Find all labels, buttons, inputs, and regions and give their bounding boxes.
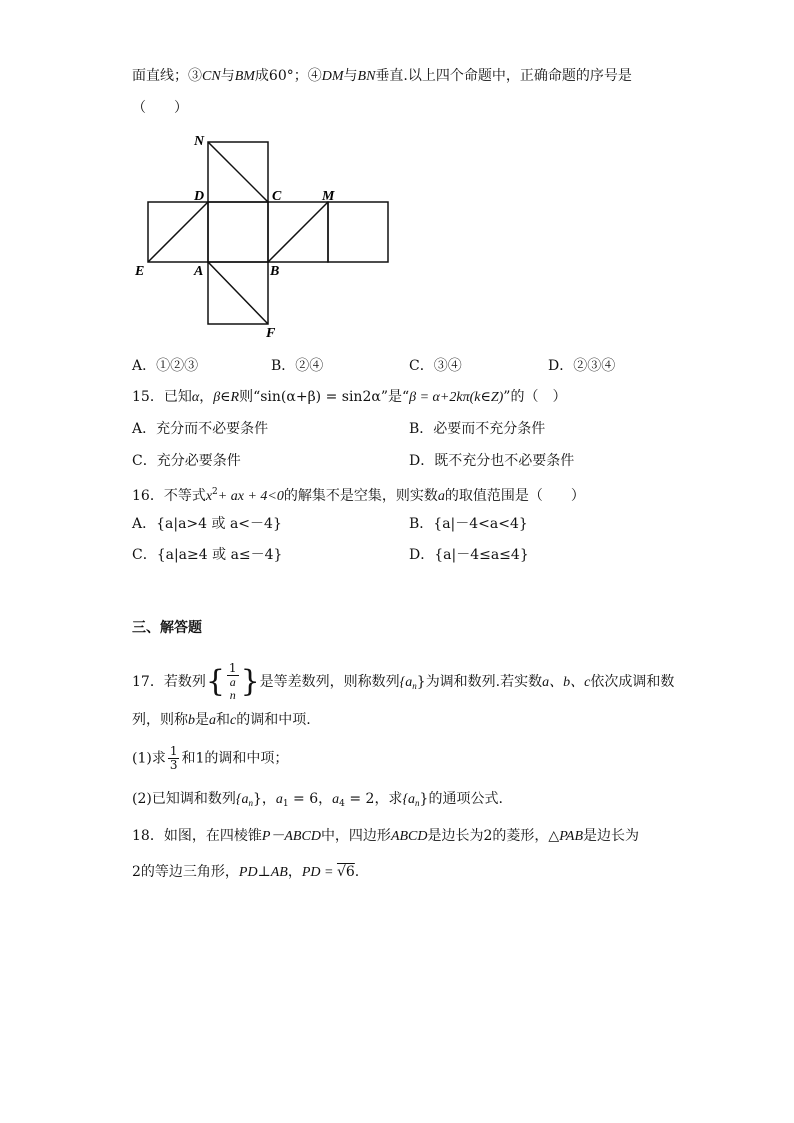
text: 的调和中项. <box>236 712 311 728</box>
q14-option-c: C．③④ <box>409 358 462 374</box>
text: 依次成调和数 <box>590 674 675 690</box>
text: 和 <box>216 712 230 728</box>
text: 是边长为 <box>583 828 640 844</box>
text: 的通项公式. <box>428 791 503 807</box>
sequence: {a <box>402 792 416 807</box>
pd-equals: PD = <box>301 865 337 880</box>
q15-option-d: D．既不充分也不必要条件 <box>409 453 575 469</box>
text: 为调和数列.若实数 <box>425 674 543 690</box>
label-f: F <box>266 326 276 341</box>
text: ， <box>199 389 214 405</box>
text: 是等差数列，则称数列 <box>259 674 400 690</box>
numerator: 1 <box>228 661 237 675</box>
den-var: a <box>229 675 236 689</box>
text: (1)求 <box>132 750 166 767</box>
text: 垂直.以上四个命题中，正确命题的序号是 <box>375 68 632 84</box>
q18-line1 <box>132 826 639 847</box>
den-sub: n <box>229 688 236 702</box>
q17-sub1 <box>132 745 288 772</box>
fraction-one-third <box>168 745 180 772</box>
q17-stem <box>132 662 674 702</box>
vars-abc: a、b、c <box>542 675 591 690</box>
segment-bm <box>268 202 328 262</box>
text: 2的等边三角形， <box>132 864 239 880</box>
text: 是 <box>195 712 209 728</box>
q18-line2 <box>132 862 359 883</box>
text: (2)已知调和数列 <box>132 791 236 807</box>
sequence-end: } <box>252 791 262 807</box>
text: ， <box>261 791 276 807</box>
q14-answer-paren: （ ） <box>132 100 188 116</box>
q15-option-b: B．必要而不充分条件 <box>409 421 546 437</box>
sequence-sub: n <box>412 681 417 691</box>
segment-ed <box>148 202 208 262</box>
q16-stem <box>132 482 585 507</box>
sqrt-six: √6 <box>336 864 355 880</box>
sequence: {a <box>399 675 413 690</box>
text: 18．如图，在四棱锥 <box>132 828 262 844</box>
brace-right: } <box>240 664 260 699</box>
net-square-center <box>208 202 268 262</box>
sequence: {a <box>235 792 249 807</box>
denominator <box>227 676 239 702</box>
text: 是边长为2的菱形，△ <box>427 828 560 844</box>
sequence-end: } <box>416 674 426 690</box>
text: 的取值范围是（ ） <box>444 488 585 504</box>
condition-1: sin(α+β) = sin2α <box>260 389 381 405</box>
var-cn: CN <box>202 69 221 84</box>
var-beta-in-r: β∈R <box>213 390 240 405</box>
var-bn: BN <box>357 69 376 84</box>
text: ”是“ <box>380 389 410 405</box>
label-d: D <box>194 189 205 204</box>
q14-stem-line <box>132 66 632 87</box>
var-x: x <box>205 489 213 504</box>
var-dm: DM <box>321 69 344 84</box>
fraction-one-over-an <box>227 662 239 702</box>
q14-option-a: A．①②③ <box>132 358 199 374</box>
sequence-end: } <box>419 791 429 807</box>
segment-af <box>208 262 268 324</box>
quad-name: ABCD <box>390 829 428 844</box>
text: 则“ <box>239 389 261 405</box>
q16-option-a: A．{a|a>4 或 a<－4} <box>132 516 282 532</box>
label-c: C <box>272 189 282 204</box>
perpendicular-relation: PD⊥AB <box>238 865 288 880</box>
label-m: M <box>322 189 335 204</box>
denominator: 3 <box>169 758 178 772</box>
q16-option-c: C．{a|a≥4 或 a≤－4} <box>132 547 283 563</box>
var-a4: a <box>332 792 340 807</box>
text: ，求 <box>374 791 403 807</box>
var-alpha: α <box>191 390 200 405</box>
label-n: N <box>194 134 205 149</box>
sub-1: 1 <box>282 799 289 809</box>
text: 17．若数列 <box>132 674 206 690</box>
text: 列，则称 <box>132 712 188 728</box>
inequality: + ax + 4<0 <box>217 489 284 504</box>
value-a4: = 2 <box>344 791 375 807</box>
q15-option-a: A．充分而不必要条件 <box>132 421 269 437</box>
text: 与 <box>220 68 235 84</box>
var-a: a <box>437 489 445 504</box>
segment-nc <box>208 142 268 202</box>
q16-option-b: B．{a|－4<a<4} <box>409 516 528 532</box>
sub-4: 4 <box>339 799 345 809</box>
value-a1: = 6 <box>288 791 319 807</box>
text: 中，四边形 <box>320 828 391 844</box>
text: 和1的调和中项； <box>181 750 289 767</box>
var-bm: BM <box>234 69 255 84</box>
text: 的解集不是空集，则实数 <box>283 488 438 504</box>
net-square-right2 <box>328 202 388 262</box>
superscript: 2 <box>212 487 218 497</box>
label-a: A <box>194 264 204 279</box>
sequence-sub: n <box>415 798 420 808</box>
q17-line2 <box>132 710 311 731</box>
numerator: 1 <box>169 744 178 758</box>
pyramid-name: P－ABCD <box>261 829 321 844</box>
q15-stem <box>132 387 566 408</box>
q15-option-c: C．充分必要条件 <box>132 453 241 469</box>
text: 成60°；④ <box>254 68 322 84</box>
var-a1: a <box>275 792 283 807</box>
label-e: E <box>135 264 145 279</box>
brace-left: { <box>205 664 225 699</box>
sequence-sub: n <box>248 798 253 808</box>
text: 与 <box>343 68 358 84</box>
text: 16．不等式 <box>132 488 206 504</box>
q16-option-d: D．{a|－4≤a≤4} <box>409 547 529 563</box>
q14-option-d: D．②③④ <box>548 358 616 374</box>
text: 面直线；③ <box>132 68 202 84</box>
condition-2: β = α+2kπ(k∈Z) <box>409 390 504 405</box>
text: 15．已知 <box>132 389 192 405</box>
var-c: c <box>230 713 237 728</box>
text: ， <box>287 864 302 880</box>
label-b: B <box>270 264 280 279</box>
triangle-name: PAB <box>559 829 584 844</box>
q14-option-b: B．②④ <box>271 358 324 374</box>
text: ， <box>318 791 333 807</box>
section-heading: 三、解答题 <box>132 620 202 636</box>
cube-net-figure <box>130 130 400 345</box>
var-a: a <box>209 713 216 728</box>
text: . <box>354 864 360 880</box>
var-b: b <box>188 713 195 728</box>
text: ”的（ ） <box>503 389 567 405</box>
q17-sub2 <box>132 789 503 814</box>
